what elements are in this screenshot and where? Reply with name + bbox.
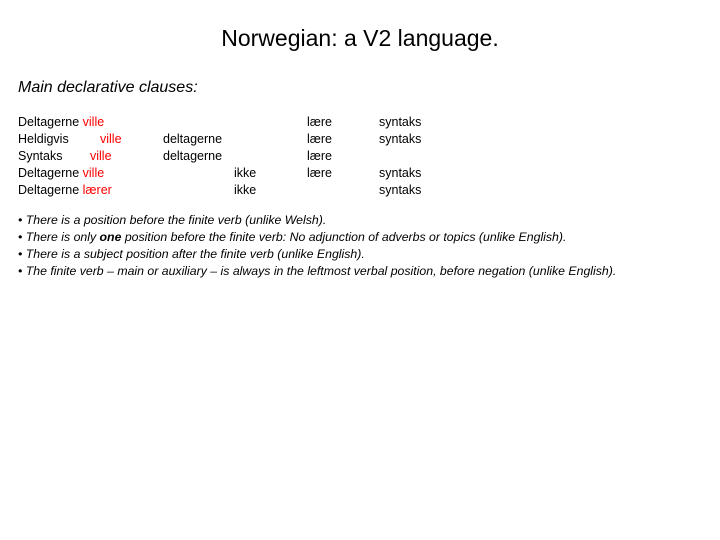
clause-row [18, 165, 458, 182]
negation-word: ikke [234, 183, 257, 197]
bullet-icon: • [18, 213, 23, 227]
first-word: Syntaks [18, 149, 63, 163]
bullet-icon: • [18, 230, 23, 244]
note-emphasis: one [99, 230, 122, 244]
clause-row [18, 148, 458, 165]
note-text: There is a position before the finite verb (unlike Welsh). [22, 213, 327, 227]
list-item [18, 246, 713, 263]
object-word: syntaks [379, 183, 422, 197]
notes-list [18, 212, 713, 280]
note-text: There is a subject position after the finite verb (unlike English). [22, 247, 365, 261]
list-item [18, 263, 713, 280]
object-word: syntaks [379, 166, 422, 180]
first-position [18, 165, 104, 182]
first-word: Deltagerne [18, 166, 80, 180]
clause-row [18, 131, 458, 148]
bullet-icon: • [18, 247, 23, 261]
clause-row [18, 182, 458, 199]
slide-title: Norwegian: a V2 language. [221, 25, 499, 51]
clause-table [18, 114, 458, 204]
first-word: Heldigvis [18, 132, 69, 146]
subject-word: deltagerne [163, 132, 223, 146]
note-text: There is only [22, 230, 100, 244]
finite-verb: ville [100, 132, 122, 146]
infinitive-verb: lære [307, 149, 333, 163]
finite-verb: ville [82, 115, 105, 129]
finite-verb: ville [82, 166, 105, 180]
infinitive-verb: lære [307, 115, 333, 129]
infinitive-verb: lære [307, 166, 333, 180]
object-word: syntaks [379, 115, 422, 129]
subject-word: deltagerne [163, 149, 223, 163]
first-position [18, 114, 104, 131]
first-word: Deltagerne [18, 183, 80, 197]
infinitive-verb: lære [307, 132, 333, 146]
first-word: Deltagerne [18, 115, 80, 129]
note-text: The finite verb – main or auxiliary – is always in the leftmost verbal position, before negation (unlike English). [22, 264, 617, 278]
note-text-rest: position before the finite verb: No adjunction of adverbs or topics (unlike English). [121, 230, 567, 244]
clause-row [18, 114, 458, 131]
object-word: syntaks [379, 132, 422, 146]
finite-verb: ville [90, 149, 112, 163]
negation-word: ikke [234, 166, 257, 180]
finite-verb: lærer [82, 183, 112, 197]
section-subtitle: Main declarative clauses: [18, 79, 198, 96]
list-item [18, 212, 713, 229]
bullet-icon: • [18, 264, 23, 278]
list-item [18, 229, 713, 246]
first-position [18, 182, 112, 199]
